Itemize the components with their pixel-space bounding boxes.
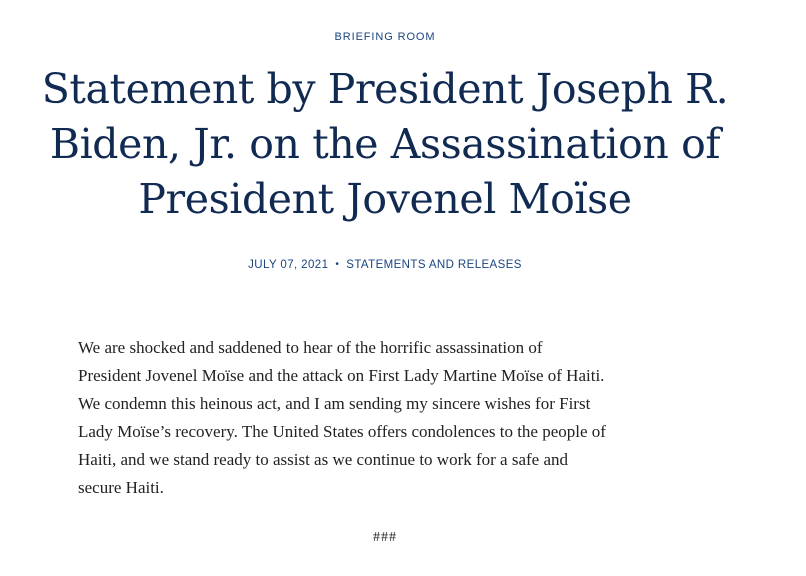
body-line: Haiti, and we stand ready to assist as we continue to work for a safe and — [78, 450, 569, 469]
page-title — [0, 62, 770, 227]
body-line: We condemn this heinous act, and I am sending my sincere wishes for First — [78, 394, 591, 413]
meta-separator: • — [335, 259, 340, 270]
category-link[interactable]: STATEMENTS AND RELEASES — [346, 259, 522, 271]
body-line: secure Haiti. — [78, 478, 164, 497]
body-line: Lady Moïse’s recovery. The United States offers condolences to the people of — [78, 422, 606, 441]
body-line: President Jovenel Moïse and the attack on First Lady Martine Moïse of Haiti. — [78, 366, 605, 385]
statement-body — [78, 334, 698, 502]
title-line: President Jovenel Moïse — [138, 175, 632, 223]
title-line: Statement by President Joseph R. — [41, 65, 729, 113]
article-meta — [0, 259, 770, 271]
end-mark: ### — [373, 530, 397, 545]
publish-date: JULY 07, 2021 — [248, 259, 329, 271]
briefing-room-link[interactable]: BRIEFING ROOM — [334, 31, 436, 43]
title-line: Biden, Jr. on the Assassination of — [49, 120, 721, 168]
body-line: We are shocked and saddened to hear of the horrific assassination of — [78, 338, 543, 357]
